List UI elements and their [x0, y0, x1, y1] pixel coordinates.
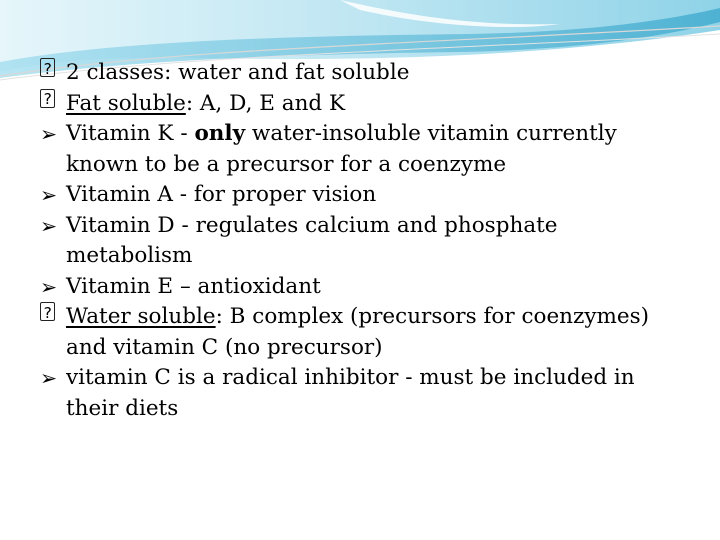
arrow-bullet-icon: ➢ [40, 183, 58, 207]
bullet-text-pre: Vitamin K - [66, 121, 195, 146]
water-soluble-term: Water soluble [66, 304, 216, 329]
missing-glyph-icon [40, 58, 55, 77]
bullet-text: Vitamin E – antioxidant [66, 273, 321, 299]
missing-glyph-icon [40, 89, 55, 108]
bullet-two-classes [40, 58, 680, 89]
arrow-bullet-icon: ➢ [40, 122, 58, 146]
bullet-text: Vitamin D - regulates calcium and phosphate metabolism [66, 212, 558, 268]
arrow-bullet-icon: ➢ [40, 274, 58, 299]
fat-soluble-term: Fat soluble [66, 90, 186, 116]
bullet-vitamin-c [40, 363, 680, 424]
emphasis-only: only [194, 121, 246, 146]
bullet-water-soluble [40, 302, 680, 363]
arrow-bullet-icon: ➢ [40, 213, 58, 238]
arrow-bullet-icon: ➢ [40, 366, 58, 390]
bullet-fat-soluble [40, 89, 680, 120]
bullet-text: : B complex (precursors for coenzymes) and vitamin C (no precursor) [66, 304, 650, 360]
bullet-vitamin-a [40, 180, 680, 211]
bullet-text: 2 classes: water and fat soluble [66, 60, 410, 85]
bullet-vitamin-d [40, 211, 680, 272]
slide-body [40, 58, 680, 424]
bullet-vitamin-e [40, 272, 680, 303]
bullet-vitamin-k [40, 119, 680, 180]
bullet-text: : A, D, E and K [185, 90, 346, 116]
bullet-text: Vitamin A - for proper vision [66, 182, 377, 207]
bullet-text: vitamin C is a radical inhibitor - must be included in their diets [66, 365, 635, 421]
missing-glyph-icon [40, 302, 55, 321]
bullet-text-rest: water-insoluble vitamin currently known to be a precursor for a coenzyme [66, 121, 617, 177]
